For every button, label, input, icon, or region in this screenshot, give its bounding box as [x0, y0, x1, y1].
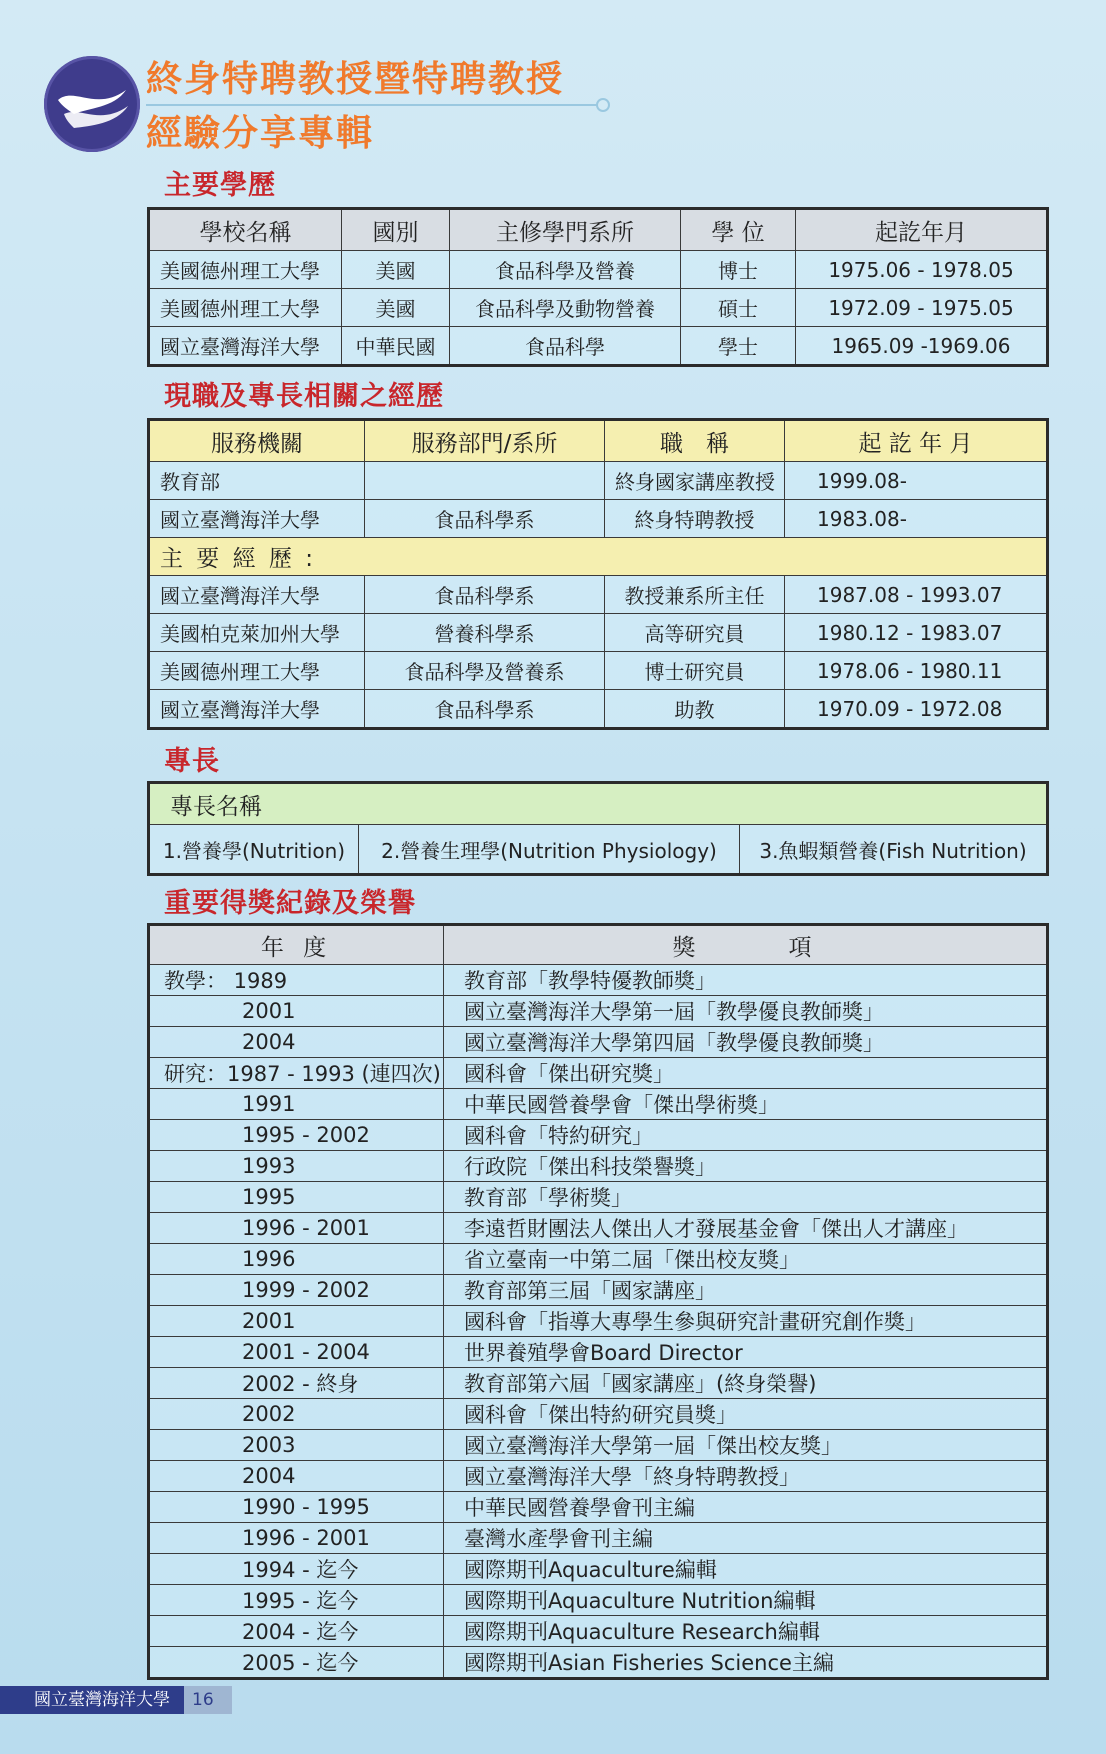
cell: 國際期刊Aquaculture Nutrition編輯	[444, 1585, 1048, 1616]
table-row	[149, 1027, 1048, 1058]
cell: 1996	[149, 1244, 444, 1275]
col-header: 學 位	[681, 209, 796, 251]
cell: 1978.06 - 1980.11	[785, 652, 1048, 690]
table-row	[149, 1585, 1048, 1616]
specialty-table	[147, 781, 1049, 876]
cell: 1995 - 2002	[149, 1120, 444, 1151]
education-table	[147, 207, 1049, 367]
table-row	[149, 462, 1048, 500]
cell: 國立臺灣海洋大學	[149, 500, 365, 538]
university-logo	[44, 56, 140, 152]
cell: 1965.09 -1969.06	[796, 327, 1048, 366]
table-row	[149, 1058, 1048, 1089]
table-row	[149, 500, 1048, 538]
cell: 教育部第六屆「國家講座」(終身榮譽)	[444, 1368, 1048, 1399]
cell: 1970.09 - 1972.08	[785, 690, 1048, 729]
cell: 博士	[681, 251, 796, 289]
table-row	[149, 1523, 1048, 1554]
page-title-line1: 終身特聘教授暨特聘教授	[146, 59, 565, 100]
cell: 2005 - 迄今	[149, 1647, 444, 1679]
title-divider	[146, 104, 600, 106]
cell: 1994 - 迄今	[149, 1554, 444, 1585]
cell: 2001 - 2004	[149, 1337, 444, 1368]
cell: 教育部「學術獎」	[444, 1182, 1048, 1213]
cell: 國際期刊Aquaculture編輯	[444, 1554, 1048, 1585]
table-row	[149, 327, 1048, 366]
cell: 食品科學系	[365, 500, 605, 538]
education-heading: 主要學歷	[164, 170, 276, 201]
cell: 終身國家講座教授	[605, 462, 785, 500]
cell: 1991	[149, 1089, 444, 1120]
cell: 1996 - 2001	[149, 1213, 444, 1244]
table-row	[149, 1616, 1048, 1647]
cell: 1999 - 2002	[149, 1275, 444, 1306]
cell: 高等研究員	[605, 614, 785, 652]
cell: 食品科學及營養	[450, 251, 681, 289]
specialty-header-row	[149, 783, 1048, 825]
cell: 2003	[149, 1430, 444, 1461]
cell: 食品科學及營養系	[365, 652, 605, 690]
cell: 2.營養生理學(Nutrition Physiology)	[359, 825, 740, 875]
table-row	[149, 1554, 1048, 1585]
page-title-line2: 經驗分享專輯	[146, 113, 375, 154]
cell: 國科會「特約研究」	[444, 1120, 1048, 1151]
cell: 1983.08-	[785, 500, 1048, 538]
title-divider-dot	[596, 98, 610, 112]
cell: 中華民國	[342, 327, 450, 366]
col-header: 起 訖 年 月	[785, 420, 1048, 462]
cell: 教育部	[149, 462, 365, 500]
cell: 1993	[149, 1151, 444, 1182]
table-row	[149, 1368, 1048, 1399]
cell: 國立臺灣海洋大學	[149, 576, 365, 614]
cell: 碩士	[681, 289, 796, 327]
cell: 美國德州理工大學	[149, 652, 365, 690]
cell: 助教	[605, 690, 785, 729]
cell: 國立臺灣海洋大學「終身特聘教授」	[444, 1461, 1048, 1492]
cell: 食品科學系	[365, 576, 605, 614]
cell: 美國德州理工大學	[149, 289, 342, 327]
cell: 2002 - 終身	[149, 1368, 444, 1399]
cell: 2001	[149, 996, 444, 1027]
col-header: 專長名稱	[149, 783, 1048, 825]
experience-table	[147, 418, 1049, 730]
awards-heading: 重要得獎紀錄及榮譽	[164, 888, 416, 919]
cell: 1996 - 2001	[149, 1523, 444, 1554]
table-row	[149, 1306, 1048, 1337]
col-header: 服務機關	[149, 420, 365, 462]
cell: 國立臺灣海洋大學	[149, 327, 342, 366]
education-header-row	[149, 209, 1048, 251]
cell: 1975.06 - 1978.05	[796, 251, 1048, 289]
table-row	[149, 1089, 1048, 1120]
cell: 1980.12 - 1983.07	[785, 614, 1048, 652]
specialty-heading: 專長	[164, 746, 220, 777]
table-row	[149, 1430, 1048, 1461]
main-experience-label-row	[149, 538, 1048, 576]
table-row	[149, 1120, 1048, 1151]
cell: 國際期刊Asian Fisheries Science主編	[444, 1647, 1048, 1679]
table-row	[149, 1151, 1048, 1182]
cell: 世界養殖學會Board Director	[444, 1337, 1048, 1368]
cell: 國立臺灣海洋大學第四屆「教學優良教師獎」	[444, 1027, 1048, 1058]
col-header: 職 稱	[605, 420, 785, 462]
cell: 教育部「教學特優教師獎」	[444, 965, 1048, 996]
col-header: 獎 項	[444, 925, 1048, 965]
table-row	[149, 965, 1048, 996]
cell: 國科會「指導大專學生參與研究計畫研究創作獎」	[444, 1306, 1048, 1337]
cell: 2001	[149, 1306, 444, 1337]
table-row	[149, 1244, 1048, 1275]
cell: 美國德州理工大學	[149, 251, 342, 289]
table-row	[149, 1213, 1048, 1244]
cell: 1.營養學(Nutrition)	[149, 825, 359, 875]
cell: 國立臺灣海洋大學第一屆「傑出校友獎」	[444, 1430, 1048, 1461]
cell: 臺灣水產學會刊主編	[444, 1523, 1048, 1554]
table-row	[149, 289, 1048, 327]
cell: 食品科學系	[365, 690, 605, 729]
table-row	[149, 1182, 1048, 1213]
cell: 國立臺灣海洋大學	[149, 690, 365, 729]
cell: 教學： 1989	[149, 965, 444, 996]
table-row	[149, 690, 1048, 729]
col-header: 服務部門/系所	[365, 420, 605, 462]
table-row	[149, 251, 1048, 289]
cell: 國際期刊Aquaculture Research編輯	[444, 1616, 1048, 1647]
table-row	[149, 1399, 1048, 1430]
col-header: 年 度	[149, 925, 444, 965]
cell: 終身特聘教授	[605, 500, 785, 538]
table-row	[149, 825, 1048, 875]
cell: 1999.08-	[785, 462, 1048, 500]
cell: 教育部第三屆「國家講座」	[444, 1275, 1048, 1306]
table-row	[149, 1275, 1048, 1306]
cell	[365, 462, 605, 500]
table-row	[149, 996, 1048, 1027]
cell: 食品科學及動物營養	[450, 289, 681, 327]
table-row	[149, 614, 1048, 652]
cell: 美國柏克萊加州大學	[149, 614, 365, 652]
cell: 教授兼系所主任	[605, 576, 785, 614]
cell: 國科會「傑出特約研究員獎」	[444, 1399, 1048, 1430]
cell: 李遠哲財團法人傑出人才發展基金會「傑出人才講座」	[444, 1213, 1048, 1244]
col-header: 主修學門系所	[450, 209, 681, 251]
cell: 食品科學	[450, 327, 681, 366]
cell: 中華民國營養學會刊主編	[444, 1492, 1048, 1523]
cell: 國立臺灣海洋大學第一屆「教學優良教師獎」	[444, 996, 1048, 1027]
col-header: 學校名稱	[149, 209, 342, 251]
wave-logo-icon	[44, 56, 140, 152]
cell: 2002	[149, 1399, 444, 1430]
cell: 中華民國營養學會「傑出學術獎」	[444, 1089, 1048, 1120]
table-row	[149, 1647, 1048, 1679]
cell: 1995 - 迄今	[149, 1585, 444, 1616]
page-footer	[0, 1686, 232, 1714]
experience-header-row	[149, 420, 1048, 462]
main-experience-label: 主 要 經 歷 :	[149, 538, 1048, 576]
cell: 1987.08 - 1993.07	[785, 576, 1048, 614]
awards-table	[147, 923, 1049, 1680]
col-header: 起訖年月	[796, 209, 1048, 251]
cell: 學士	[681, 327, 796, 366]
cell: 3.魚蝦類營養(Fish Nutrition)	[740, 825, 1048, 875]
cell: 省立臺南一中第二屆「傑出校友獎」	[444, 1244, 1048, 1275]
table-row	[149, 1492, 1048, 1523]
cell: 2004 - 迄今	[149, 1616, 444, 1647]
cell: 國科會「傑出研究獎」	[444, 1058, 1048, 1089]
awards-header-row	[149, 925, 1048, 965]
page-number: 16	[184, 1686, 232, 1714]
table-row	[149, 576, 1048, 614]
cell: 行政院「傑出科技榮譽獎」	[444, 1151, 1048, 1182]
experience-heading: 現職及專長相關之經歷	[164, 381, 444, 412]
cell: 營養科學系	[365, 614, 605, 652]
cell: 研究：1987 - 1993 (連四次)	[149, 1058, 444, 1089]
col-header: 國別	[342, 209, 450, 251]
footer-university-name: 國立臺灣海洋大學	[0, 1686, 184, 1714]
cell: 1972.09 - 1975.05	[796, 289, 1048, 327]
cell: 博士研究員	[605, 652, 785, 690]
cell: 美國	[342, 251, 450, 289]
table-row	[149, 1337, 1048, 1368]
table-row	[149, 1461, 1048, 1492]
cell: 2004	[149, 1461, 444, 1492]
table-row	[149, 652, 1048, 690]
cell: 美國	[342, 289, 450, 327]
cell: 1990 - 1995	[149, 1492, 444, 1523]
cell: 1995	[149, 1182, 444, 1213]
cell: 2004	[149, 1027, 444, 1058]
